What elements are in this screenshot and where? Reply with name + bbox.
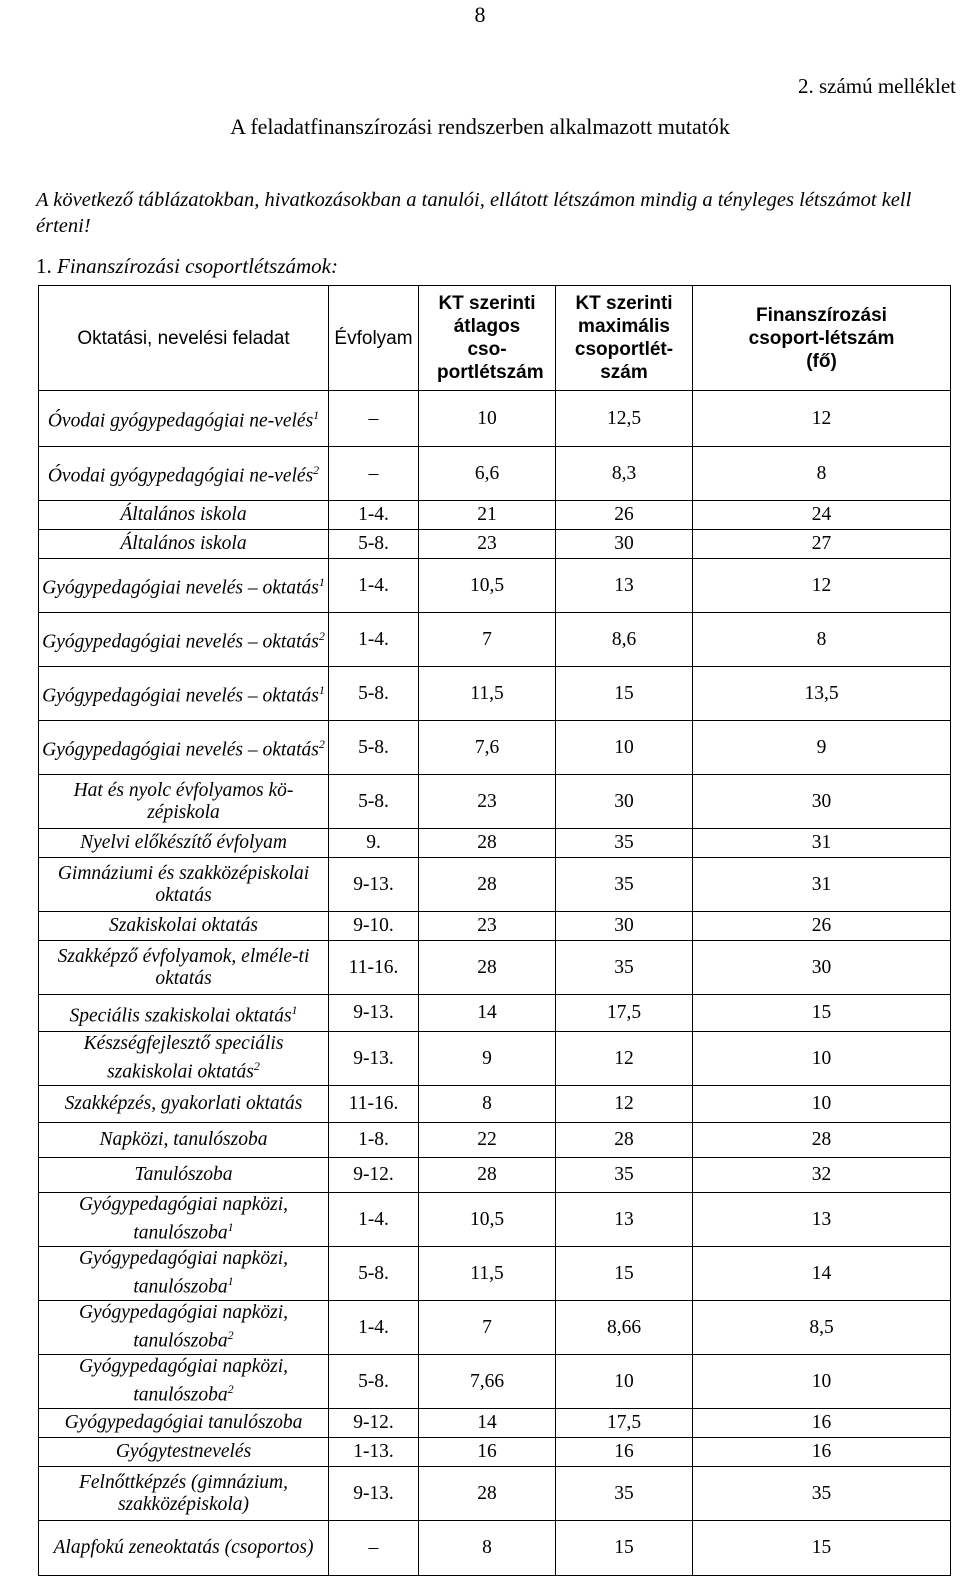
cell-avg: 28 — [419, 1467, 556, 1521]
footnote-marker: 1 — [313, 408, 320, 423]
cell-fin: 8,5 — [693, 1301, 951, 1355]
cell-grade: 11-16. — [329, 941, 419, 995]
table-row — [39, 858, 951, 912]
cell-task-label: Napközi, tanulószoba — [99, 1129, 268, 1150]
cell-avg: 28 — [419, 941, 556, 995]
cell-fin: 32 — [693, 1158, 951, 1193]
cell-grade: 9-13. — [329, 1467, 419, 1521]
cell-max: 35 — [556, 1158, 693, 1193]
cell-task-label: Tanulószoba — [134, 1164, 233, 1185]
cell-grade: – — [329, 391, 419, 447]
table-row — [39, 1301, 951, 1355]
header-grade: Évfolyam — [329, 286, 419, 391]
annex-label: 2. számú melléklet — [797, 74, 956, 98]
cell-fin: 13 — [693, 1193, 951, 1247]
cell-fin: 16 — [693, 1438, 951, 1467]
cell-grade: 1-4. — [329, 559, 419, 613]
cell-task-label: Gyógypedagógiai nevelés – oktatás — [42, 577, 319, 599]
cell-max: 10 — [556, 1355, 693, 1409]
cell-fin: 26 — [693, 912, 951, 941]
footnote-marker: 1 — [227, 1274, 234, 1289]
cell-max: 8,66 — [556, 1301, 693, 1355]
cell-task-label: Gyógypedagógiai napközi, tanulószoba — [78, 1194, 289, 1244]
cell-fin: 31 — [693, 829, 951, 858]
cell-max: 10 — [556, 721, 693, 775]
cell-task — [39, 829, 329, 858]
cell-task — [39, 1409, 329, 1438]
footnote-marker: 2 — [253, 1059, 260, 1074]
footnote-marker: 2 — [227, 1382, 234, 1397]
cell-fin: 15 — [693, 1521, 951, 1576]
cell-task-label: Gyógypedagógiai nevelés – oktatás — [42, 685, 319, 707]
cell-task — [39, 559, 329, 613]
cell-task — [39, 1467, 329, 1521]
cell-grade: 1-4. — [329, 501, 419, 530]
cell-grade: 1-8. — [329, 1123, 419, 1158]
cell-fin: 15 — [693, 995, 951, 1032]
cell-task-label: Szakképzés, gyakorlati oktatás — [64, 1093, 303, 1114]
footnote-marker: 2 — [313, 463, 320, 478]
cell-grade: 5-8. — [329, 530, 419, 559]
cell-task-label: Gyógypedagógiai napközi, tanulószoba — [78, 1302, 289, 1352]
table-row — [39, 1521, 951, 1576]
footnote-marker: 1 — [318, 575, 325, 590]
cell-grade: 1-4. — [329, 1193, 419, 1247]
cell-grade: 5-8. — [329, 721, 419, 775]
cell-fin: 12 — [693, 559, 951, 613]
cell-fin: 12 — [693, 391, 951, 447]
cell-task — [39, 1032, 329, 1086]
cell-grade: 9-12. — [329, 1409, 419, 1438]
cell-task-label: Óvodai gyógypedagógiai ne-velés — [47, 465, 314, 487]
cell-task — [39, 912, 329, 941]
section-title-text: Finanszírozási csoportlétszámok: — [57, 254, 338, 278]
cell-grade: 9. — [329, 829, 419, 858]
cell-task — [39, 667, 329, 721]
cell-max: 30 — [556, 912, 693, 941]
table-row — [39, 1409, 951, 1438]
footnote-marker: 2 — [318, 629, 325, 644]
section-title — [36, 254, 338, 279]
table-row — [39, 1247, 951, 1301]
header-fin: Finanszírozási csoport-létszám (fő) — [693, 286, 951, 391]
cell-grade: – — [329, 447, 419, 501]
cell-task-label: Óvodai gyógypedagógiai ne-velés — [47, 410, 314, 432]
cell-max: 28 — [556, 1123, 693, 1158]
cell-max: 12,5 — [556, 391, 693, 447]
cell-task — [39, 1123, 329, 1158]
cell-task — [39, 941, 329, 995]
cell-fin: 8 — [693, 447, 951, 501]
cell-avg: 28 — [419, 1158, 556, 1193]
cell-max: 17,5 — [556, 1409, 693, 1438]
cell-task-label: Felnőttképzés (gimnázium, szakközépiskola) — [78, 1471, 289, 1515]
cell-grade: 1-4. — [329, 613, 419, 667]
cell-max: 13 — [556, 559, 693, 613]
cell-task-label: Általános iskola — [120, 533, 247, 554]
cell-task — [39, 858, 329, 912]
footnote-marker: 2 — [227, 1328, 234, 1343]
cell-task — [39, 721, 329, 775]
cell-avg: 22 — [419, 1123, 556, 1158]
cell-task-label: Alapfokú zeneoktatás (csoportos) — [53, 1537, 314, 1558]
cell-task-label: Gyógytestnevelés — [115, 1441, 252, 1462]
table-row — [39, 1086, 951, 1123]
cell-fin: 31 — [693, 858, 951, 912]
cell-grade: 9-13. — [329, 858, 419, 912]
cell-fin: 9 — [693, 721, 951, 775]
cell-fin: 35 — [693, 1467, 951, 1521]
cell-grade: 9-10. — [329, 912, 419, 941]
cell-max: 30 — [556, 530, 693, 559]
cell-max: 15 — [556, 1247, 693, 1301]
cell-max: 35 — [556, 1467, 693, 1521]
cell-task-label: Hat és nyolc évfolyamos kö-zépiskola — [73, 779, 294, 823]
cell-max: 12 — [556, 1032, 693, 1086]
cell-grade: 5-8. — [329, 1247, 419, 1301]
intro-text: A következő táblázatokban, hivatkozásokban a tanulói, ellátott létszámon mindig a tényleges létszámot kell érteni! — [36, 189, 912, 237]
table-header-row — [39, 286, 951, 391]
table-body — [39, 391, 951, 1576]
cell-max: 30 — [556, 775, 693, 829]
header-max: KT szerinti maximális csoportlét-szám — [556, 286, 693, 391]
cell-fin: 10 — [693, 1355, 951, 1409]
cell-task — [39, 775, 329, 829]
cell-task-label: Általános iskola — [120, 504, 247, 525]
cell-task-label: Gyógypedagógiai nevelés – oktatás — [42, 739, 319, 761]
footnote-marker: 1 — [291, 1002, 298, 1017]
cell-avg: 8 — [419, 1086, 556, 1123]
table-row — [39, 530, 951, 559]
cell-max: 35 — [556, 829, 693, 858]
table-row — [39, 941, 951, 995]
page-number: 8 — [474, 2, 486, 27]
cell-task-label: Gyógypedagógiai nevelés – oktatás — [42, 631, 319, 653]
table-row — [39, 775, 951, 829]
cell-task-label: Speciális szakiskolai oktatás — [69, 1005, 292, 1027]
cell-grade: – — [329, 1521, 419, 1576]
header-avg: KT szerinti átlagos cso-portlétszám — [419, 286, 556, 391]
cell-avg: 7,6 — [419, 721, 556, 775]
cell-avg: 7,66 — [419, 1355, 556, 1409]
cell-avg: 7 — [419, 1301, 556, 1355]
cell-task-label: Gyógypedagógiai tanulószoba — [64, 1412, 303, 1433]
group-size-table — [38, 285, 951, 1576]
cell-avg: 6,6 — [419, 447, 556, 501]
cell-grade: 9-13. — [329, 1032, 419, 1086]
cell-avg: 14 — [419, 995, 556, 1032]
cell-fin: 14 — [693, 1247, 951, 1301]
cell-max: 8,3 — [556, 447, 693, 501]
table-row — [39, 1355, 951, 1409]
cell-task — [39, 1438, 329, 1467]
cell-avg: 10,5 — [419, 559, 556, 613]
cell-task-label: Szakképző évfolyamok, elméle-ti oktatás — [57, 945, 310, 989]
cell-task-label: Gyógypedagógiai napközi, tanulószoba — [78, 1356, 289, 1406]
cell-grade: 5-8. — [329, 775, 419, 829]
table-row — [39, 912, 951, 941]
cell-grade: 9-12. — [329, 1158, 419, 1193]
table-row — [39, 1193, 951, 1247]
cell-task — [39, 530, 329, 559]
cell-task — [39, 447, 329, 501]
cell-avg: 28 — [419, 858, 556, 912]
cell-max: 13 — [556, 1193, 693, 1247]
cell-task — [39, 1158, 329, 1193]
cell-avg: 8 — [419, 1521, 556, 1576]
cell-max: 26 — [556, 501, 693, 530]
cell-task-label: Szakiskolai oktatás — [109, 915, 258, 936]
cell-max: 8,6 — [556, 613, 693, 667]
table-row — [39, 559, 951, 613]
cell-task — [39, 1355, 329, 1409]
cell-avg: 7 — [419, 613, 556, 667]
footnote-marker: 2 — [318, 737, 325, 752]
cell-grade: 5-8. — [329, 1355, 419, 1409]
cell-task-label: Gimnáziumi és szakközépiskolai oktatás — [57, 862, 310, 906]
cell-avg: 23 — [419, 775, 556, 829]
cell-fin: 24 — [693, 501, 951, 530]
cell-avg: 10 — [419, 391, 556, 447]
cell-fin: 16 — [693, 1409, 951, 1438]
cell-task — [39, 1247, 329, 1301]
cell-avg: 21 — [419, 501, 556, 530]
header-task: Oktatási, nevelési feladat — [39, 286, 329, 391]
cell-avg: 16 — [419, 1438, 556, 1467]
cell-fin: 30 — [693, 941, 951, 995]
table-row — [39, 1032, 951, 1086]
cell-max: 12 — [556, 1086, 693, 1123]
table-row — [39, 613, 951, 667]
table-row — [39, 1123, 951, 1158]
cell-fin: 28 — [693, 1123, 951, 1158]
cell-task-label: Gyógypedagógiai napközi, tanulószoba — [78, 1248, 289, 1298]
cell-avg: 23 — [419, 530, 556, 559]
cell-fin: 27 — [693, 530, 951, 559]
cell-fin: 10 — [693, 1086, 951, 1123]
table-row — [39, 1467, 951, 1521]
table-row — [39, 721, 951, 775]
page-title: A feladatfinanszírozási rendszerben alkalmazott mutatók — [230, 114, 730, 139]
cell-grade: 9-13. — [329, 995, 419, 1032]
cell-grade: 5-8. — [329, 667, 419, 721]
cell-max: 16 — [556, 1438, 693, 1467]
table-row — [39, 829, 951, 858]
cell-grade: 1-4. — [329, 1301, 419, 1355]
cell-max: 35 — [556, 858, 693, 912]
cell-fin: 30 — [693, 775, 951, 829]
table-row — [39, 995, 951, 1032]
table-row — [39, 667, 951, 721]
cell-task — [39, 501, 329, 530]
cell-task — [39, 1193, 329, 1247]
footnote-marker: 1 — [318, 683, 325, 698]
cell-avg: 14 — [419, 1409, 556, 1438]
cell-task — [39, 613, 329, 667]
cell-avg: 11,5 — [419, 1247, 556, 1301]
cell-task-label: Készségfejlesztő speciális szakiskolai oktatás — [83, 1033, 284, 1083]
cell-task — [39, 1521, 329, 1576]
cell-fin: 13,5 — [693, 667, 951, 721]
cell-task-label: Nyelvi előkészítő évfolyam — [80, 832, 287, 853]
section-number: 1. — [36, 254, 52, 278]
cell-task — [39, 391, 329, 447]
cell-avg: 9 — [419, 1032, 556, 1086]
table-row — [39, 1158, 951, 1193]
cell-fin: 8 — [693, 613, 951, 667]
table-row — [39, 1438, 951, 1467]
cell-task — [39, 995, 329, 1032]
footnote-marker: 1 — [227, 1220, 234, 1235]
table-row — [39, 391, 951, 447]
cell-max: 35 — [556, 941, 693, 995]
cell-avg: 28 — [419, 829, 556, 858]
cell-avg: 10,5 — [419, 1193, 556, 1247]
table-row — [39, 447, 951, 501]
cell-max: 15 — [556, 667, 693, 721]
cell-max: 17,5 — [556, 995, 693, 1032]
cell-max: 15 — [556, 1521, 693, 1576]
cell-grade: 11-16. — [329, 1086, 419, 1123]
cell-task — [39, 1301, 329, 1355]
cell-task — [39, 1086, 329, 1123]
cell-avg: 23 — [419, 912, 556, 941]
cell-grade: 1-13. — [329, 1438, 419, 1467]
cell-avg: 11,5 — [419, 667, 556, 721]
cell-fin: 10 — [693, 1032, 951, 1086]
table-row — [39, 501, 951, 530]
